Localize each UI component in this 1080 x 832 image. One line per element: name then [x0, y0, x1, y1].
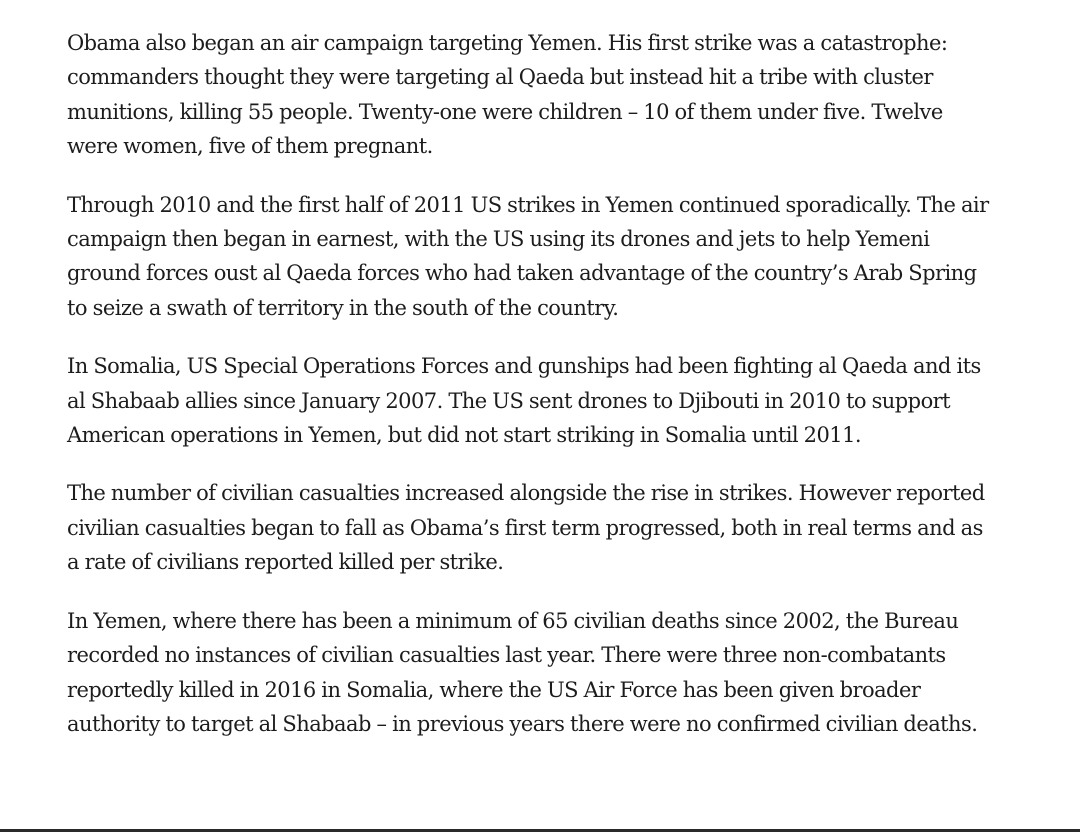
article-paragraph-5: In Yemen, where there has been a minimum of 65 civilian deaths since 2002, the Bureau recorded no instances of civilian casualties last year. There were three non-combatants reportedly killed in 2016 in Somalia, where the US Air Force has been given broader authority to target al Shabaab – in previous years there were no confirmed civilian deaths.	[67, 608, 978, 736]
article-paragraph-3: In Somalia, US Special Operations Forces and gunships had been fighting al Qaeda and its al Shabaab allies since January 2007. The US sent drones to Djibouti in 2010 to support American operations in Yemen, but did not start striking in Somalia until 2011.	[67, 354, 981, 448]
article-paragraph-4: The number of civilian casualties increased alongside the rise in strikes. However reported civilian casualties began to fall as Obama’s first term progressed, both in real terms and as a rate of civilians reported killed per strike.	[67, 481, 985, 575]
article-paragraph-2: Through 2010 and the first half of 2011 US strikes in Yemen continued sporadically. The air campaign then began in earnest, with the US using its drones and jets to help Yemeni ground forces oust al Qaeda forces who had taken advantage of the country’s Arab Spring to seize a swath of territory in the south of the country.	[67, 192, 989, 320]
article-paragraph-1: Obama also began an air campaign targeting Yemen. His first strike was a catastrophe: commanders thought they were targeting al Qaeda but instead hit a tribe with cluster munitions, killing 55 people. Twenty-one were children – 10 of them under five. Twelve were women, five of them pregnant.	[67, 31, 948, 159]
article-body	[67, 26, 997, 765]
